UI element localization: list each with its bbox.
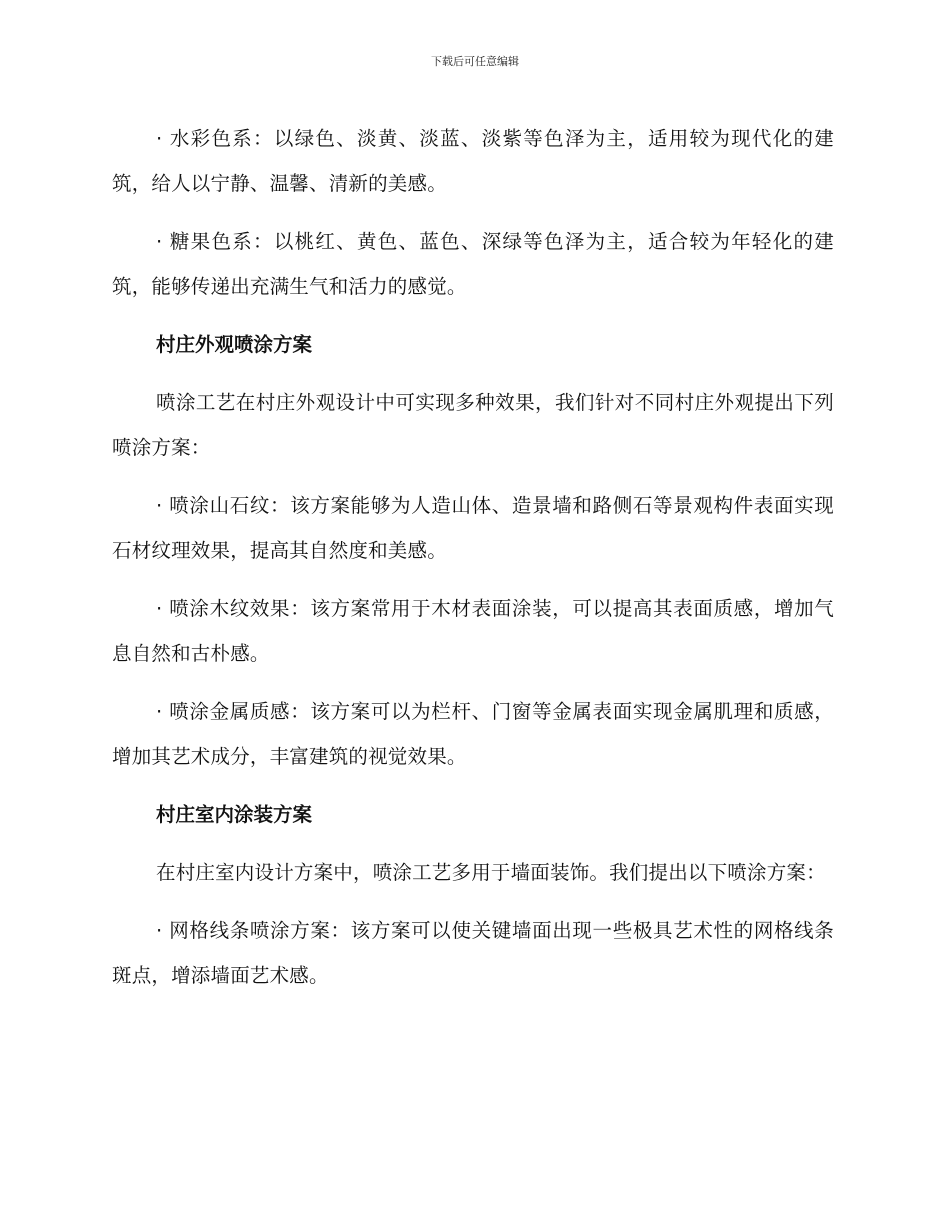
paragraph-candy-palette: · 糖果色系：以桃红、黄色、蓝色、深绿等色泽为主，适合较为年轻化的建筑，能够传递出充满生气和活力的感觉。: [112, 230, 834, 298]
paragraph-wood-grain: · 喷涂木纹效果：该方案常用于木材表面涂装，可以提高其表面质感，增加气息自然和古朴感。: [112, 597, 834, 665]
paragraph-grid-lines: · 网格线条喷涂方案：该方案可以使关键墙面出现一些极具艺术性的网格线条斑点，增添墙面艺术感。: [112, 919, 834, 987]
page-header: 下载后可任意编辑: [431, 55, 519, 68]
paragraph-interior-intro: 在村庄室内设计方案中，喷涂工艺多用于墙面装饰。我们提出以下喷涂方案：: [156, 861, 826, 884]
paragraph-watercolor-palette: · 水彩色系：以绿色、淡黄、淡蓝、淡紫等色泽为主，适用较为现代化的建筑，给人以宁静、温馨、清新的美感。: [112, 127, 834, 195]
paragraph-exterior-intro: 喷涂工艺在村庄外观设计中可实现多种效果，我们针对不同村庄外观提出下列喷涂方案：: [112, 391, 834, 459]
document-body: [112, 116, 834, 1011]
paragraph-metal-texture: · 喷涂金属质感：该方案可以为栏杆、门窗等金属表面实现金属肌理和质感，增加其艺术成分，丰富建筑的视觉效果。: [112, 700, 834, 768]
section-heading-interior-coating: 村庄室内涂装方案: [156, 803, 313, 826]
paragraph-stone-texture: · 喷涂山石纹：该方案能够为人造山体、造景墙和路侧石等景观构件表面实现石材纹理效果，提高其自然度和美感。: [112, 494, 834, 562]
section-heading-exterior-spray: 村庄外观喷涂方案: [156, 333, 313, 356]
